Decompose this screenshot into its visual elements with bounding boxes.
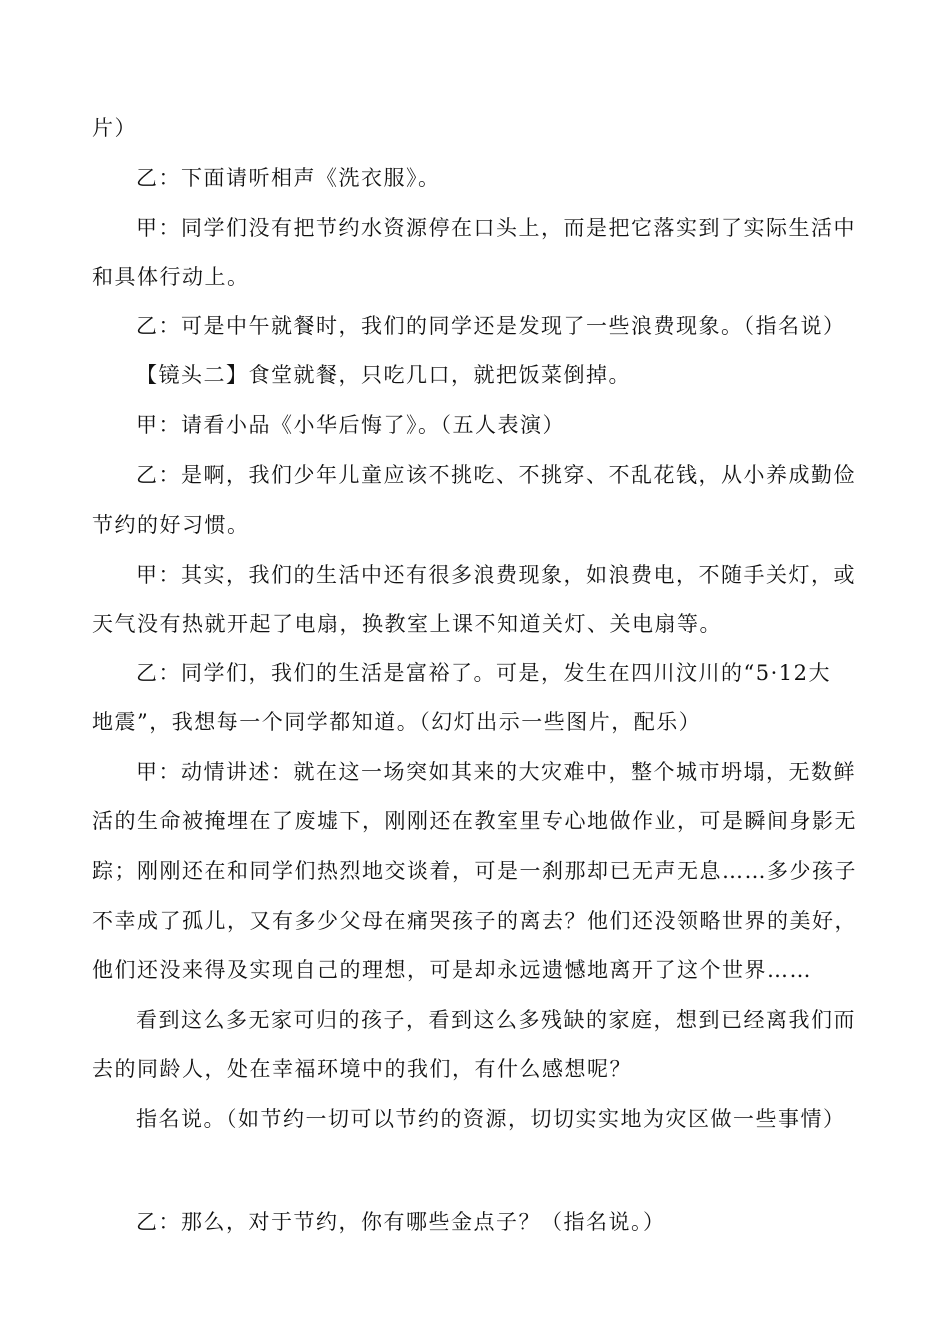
text-line-11: 天气没有热就开起了电扇，换教室上课不知道关灯、关电扇等。 (92, 612, 722, 636)
text-line-9: 节约的好习惯。 (92, 513, 250, 537)
text-line-2: 乙：下面请听相声《洗衣服》。 (136, 166, 441, 190)
text-line-1: 片） (92, 116, 137, 140)
text-line-3: 甲：同学们没有把节约水资源停在口头上，而是把它落实到了实际生活中 (136, 216, 856, 240)
text-line-18: 他们还没来得及实现自己的理想，可是却永远遗憾地离开了这个世界…… (92, 958, 812, 982)
text-line-20: 去的同龄人，处在幸福环境中的我们，有什么感想呢？ (92, 1057, 632, 1081)
text-line-12: 乙：同学们，我们的生活是富裕了。可是，发生在四川汶川的“5·12大 (136, 661, 831, 685)
text-line-7: 甲：请看小品《小华后悔了》。（五人表演） (136, 413, 565, 437)
text-line-8: 乙：是啊，我们少年儿童应该不挑吃、不挑穿、不乱花钱，从小养成勤俭 (136, 463, 856, 487)
text-line-17: 不幸成了孤儿，又有多少父母在痛哭孩子的离去？他们还没领略世界的美好， (92, 909, 857, 933)
text-line-13: 地震”，我想每一个同学都知道。（幻灯出示一些图片，配乐） (92, 710, 702, 734)
text-line-22: 乙：那么，对于节约，你有哪些金点子？（指名说。） (136, 1210, 666, 1234)
text-line-15: 活的生命被掩埋在了废墟下，刚刚还在教室里专心地做作业，可是瞬间身影无 (92, 809, 857, 833)
text-line-21: 指名说。（如节约一切可以节约的资源，切切实实地为灾区做一些事情） (136, 1107, 846, 1131)
text-line-16: 踪；刚刚还在和同学们热烈地交谈着，可是一刹那却已无声无息……多少孩子 (92, 859, 857, 883)
text-line-5: 乙：可是中午就餐时，我们的同学还是发现了一些浪费现象。（指名说） (136, 314, 846, 338)
text-line-10: 甲：其实，我们的生活中还有很多浪费现象，如浪费电，不随手关灯，或 (136, 563, 856, 587)
text-line-14: 甲：动情讲述：就在这一场突如其来的大灾难中，整个城市坍塌，无数鲜 (136, 760, 856, 784)
text-line-4: 和具体行动上。 (92, 265, 250, 289)
text-line-19: 看到这么多无家可归的孩子，看到这么多残缺的家庭，想到已经离我们而 (136, 1008, 856, 1032)
text-line-6: 【镜头二】食堂就餐，只吃几口，就把饭菜倒掉。 (136, 363, 631, 387)
